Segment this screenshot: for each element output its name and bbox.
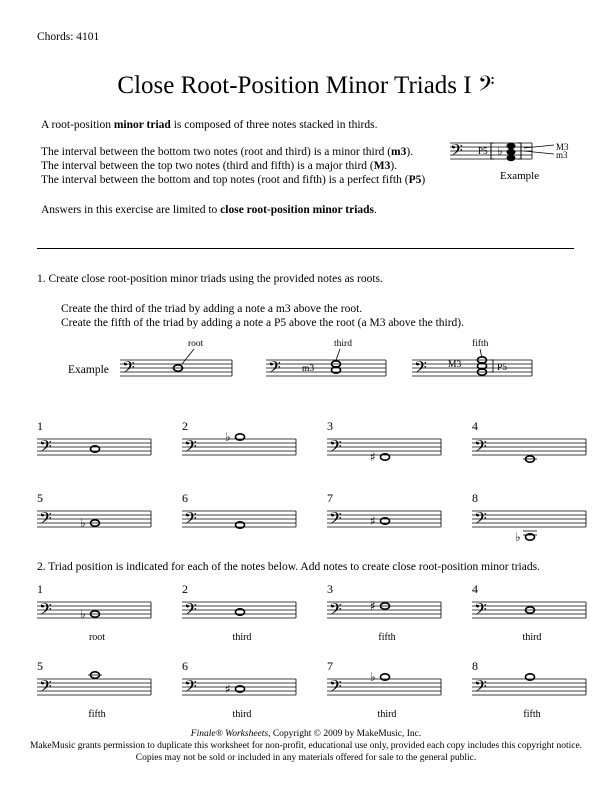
label-arrow (182, 349, 194, 364)
flat-icon: ♭ (80, 607, 86, 621)
section1-heading: 1. Create close root-position minor triads using the provided notes as roots. (37, 273, 383, 285)
diagram-M3-label: M3 (556, 142, 569, 152)
exercise-staff[interactable] (37, 655, 155, 705)
staff-lines (37, 511, 151, 527)
answer-note: Answers in this exercise are limited to close root-position minor triads. (41, 204, 377, 216)
example-step-label: third (334, 339, 352, 349)
sharp-icon: ♯ (370, 599, 376, 613)
interval-label: M3 (448, 360, 462, 370)
flat-icon: ♭ (80, 516, 86, 530)
section1-instruction-2: Create the fifth of the triad by adding a note a P5 above the root (a M3 above the third). (61, 317, 465, 329)
footer-line-2: MakeMusic grants permission to duplicate this worksheet for non-profit, educational use only, provided each copy includes this copyright notice. (29, 741, 583, 751)
example-step-label: fifth (472, 339, 489, 349)
staff-lines (182, 439, 296, 455)
intro-bold: minor triad (113, 119, 171, 131)
staff-lines (412, 360, 532, 376)
bass-clef-icon: 𝄢 (450, 140, 463, 164)
exercise-number: 8 (472, 659, 478, 673)
intro-text: A root-position (41, 119, 114, 131)
exercise-number: 1 (37, 582, 43, 596)
exercise-number: 5 (37, 491, 43, 505)
interval-line-2: The interval between the top two notes (third and fifth) is a major third (M3). (41, 160, 398, 172)
exercise-staff[interactable] (472, 415, 590, 465)
staff-lines (327, 602, 441, 618)
exercise-staff[interactable] (327, 578, 445, 628)
bass-clef-icon: 𝄢 (329, 436, 342, 460)
triad-position-label: fifth (88, 709, 106, 720)
bass-clef-icon: 𝄢 (329, 508, 342, 532)
exercise-number: 4 (472, 419, 478, 433)
diagram-p5-label: P5 (478, 146, 488, 156)
staff-lines (327, 439, 441, 455)
flat-icon: ♭ (370, 670, 376, 684)
exercise-number: 7 (327, 491, 333, 505)
exercise-staff[interactable] (37, 578, 155, 628)
triad-position-label: third (522, 632, 542, 643)
example-triad-diagram (450, 137, 580, 187)
label-arrow (336, 349, 340, 360)
exercise-number: 8 (472, 491, 478, 505)
footer-line-1: Finale® Worksheets, Copyright © 2009 by MakeMusic, Inc. (190, 729, 422, 739)
staff-lines (37, 679, 151, 695)
staff-lines (472, 439, 586, 455)
exercise-staff[interactable] (182, 415, 300, 465)
page-title-text: Close Root-Position Minor Triads I (117, 72, 472, 99)
exercise-number: 6 (182, 491, 188, 505)
bass-clef-icon: 𝄢 (268, 357, 281, 381)
bass-clef-icon: 𝄢 (474, 599, 487, 623)
exercise-staff[interactable] (327, 655, 445, 705)
bass-clef-icon: 𝄢 (184, 599, 197, 623)
staff-lines (37, 602, 151, 618)
exercise-number: 2 (182, 582, 188, 596)
bass-clef-icon: 𝄢 (474, 436, 487, 460)
exercise-staff[interactable] (472, 487, 590, 544)
exercise-staff[interactable] (472, 655, 590, 705)
flat-icon: ♭ (225, 430, 231, 444)
bass-clef-icon: 𝄢 (184, 436, 197, 460)
sharp-icon: ♯ (370, 514, 376, 528)
example-step-root (120, 336, 240, 386)
exercise-number: 1 (37, 419, 43, 433)
flat-icon: ♭ (515, 530, 521, 544)
diagram-caption: Example (500, 170, 540, 182)
bass-clef-icon: 𝄢 (39, 508, 52, 532)
bass-clef-icon: 𝄢 (477, 72, 495, 102)
page-title (0, 72, 612, 103)
example-step-label: root (188, 339, 204, 349)
exercise-staff[interactable] (182, 655, 300, 705)
interval-label: m3 (302, 364, 315, 374)
footer-line-3: Copies may not be sold or included in any materials offered for sale to the general public. (135, 753, 477, 763)
diagram-interval-lines (524, 145, 554, 154)
triad-position-label: third (377, 709, 397, 720)
example-row-label: Example (68, 364, 109, 376)
diagram-triad-notes (507, 143, 516, 161)
bass-clef-icon: 𝄢 (329, 676, 342, 700)
exercise-staff[interactable] (182, 487, 300, 537)
triad-position-label: third (232, 709, 252, 720)
bass-clef-icon: 𝄢 (474, 508, 487, 532)
diagram-m3-label: m3 (556, 150, 568, 160)
intro-text-end: is composed of three notes stacked in thirds. (170, 119, 378, 131)
staff-lines (472, 602, 586, 618)
exercise-staff[interactable] (182, 578, 300, 628)
bass-clef-icon: 𝄢 (474, 676, 487, 700)
exercise-staff[interactable] (327, 487, 445, 537)
staff-lines (120, 360, 232, 376)
interval-bracket (490, 360, 493, 372)
bass-clef-icon: 𝄢 (122, 357, 135, 381)
bass-clef-icon: 𝄢 (329, 599, 342, 623)
sharp-icon: ♯ (370, 450, 376, 464)
exercise-staff[interactable] (472, 578, 590, 628)
bass-clef-icon: 𝄢 (414, 357, 427, 381)
exercise-number: 5 (37, 659, 43, 673)
interval-label-2: P5 (497, 363, 508, 373)
staff-lines (266, 360, 386, 376)
exercise-number: 3 (327, 582, 333, 596)
staff-lines (472, 511, 586, 527)
intro-paragraph (41, 118, 377, 132)
exercise-number: 3 (327, 419, 333, 433)
interval-line-1: The interval between the bottom two notes (root and third) is a minor third (m3). (41, 146, 414, 158)
triad-position-label: fifth (523, 709, 541, 720)
triad-position-label: third (232, 632, 252, 643)
example-step-fifth (412, 336, 542, 386)
section1-instruction-1: Create the third of the triad by adding a note a m3 above the root. (61, 303, 363, 315)
sharp-icon: ♯ (225, 682, 231, 696)
bass-clef-icon: 𝄢 (39, 676, 52, 700)
bass-clef-icon: 𝄢 (184, 508, 197, 532)
bass-clef-icon: 𝄢 (39, 599, 52, 623)
exercise-staff[interactable] (37, 415, 155, 465)
exercise-number: 2 (182, 419, 188, 433)
triad-position-label: fifth (378, 632, 396, 643)
example-step-third (266, 336, 396, 386)
exercise-staff[interactable] (37, 487, 155, 537)
interval-line-3: The interval between the bottom and top notes (root and fifth) is a perfect fifth (P5) (41, 174, 426, 186)
staff-lines (327, 679, 441, 695)
divider-rule (37, 248, 574, 249)
bass-clef-icon: 𝄢 (39, 436, 52, 460)
exercise-number: 7 (327, 659, 333, 673)
staff-lines (472, 679, 586, 695)
bass-clef-icon: 𝄢 (184, 676, 197, 700)
exercise-number: 4 (472, 582, 478, 596)
exercise-staff[interactable] (327, 415, 445, 465)
worksheet-code: Chords: 4101 (37, 31, 100, 43)
section2-heading: 2. Triad position is indicated for each of the notes below. Add notes to create close root-position minor triads. (37, 561, 540, 573)
flat-icon: ♭ (497, 144, 503, 158)
exercise-number: 6 (182, 659, 188, 673)
staff-lines (182, 511, 296, 527)
triad-position-label: root (88, 632, 106, 643)
footer (0, 728, 612, 764)
